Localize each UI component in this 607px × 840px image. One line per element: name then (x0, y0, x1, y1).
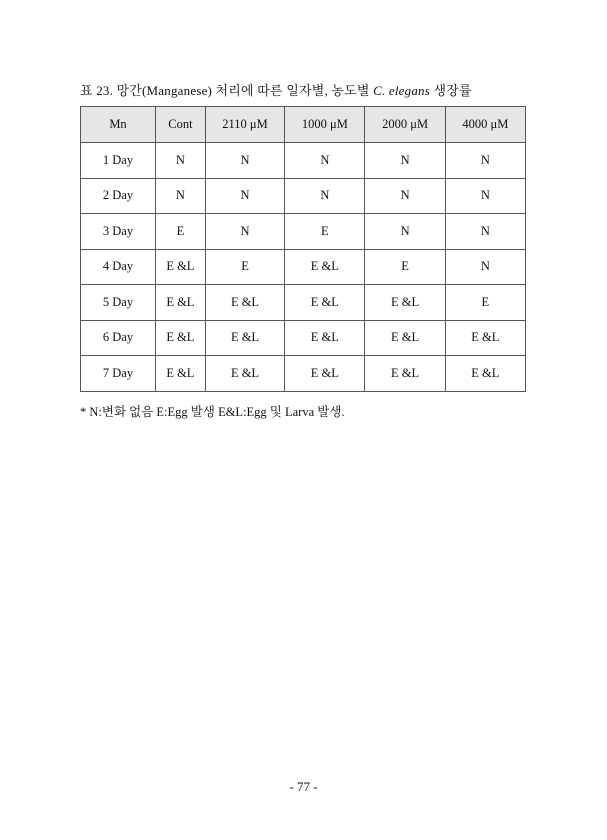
table-cell: E &L (156, 320, 206, 356)
table-cell: E (445, 285, 525, 321)
table-caption (80, 80, 472, 99)
growth-table (80, 106, 526, 392)
table-row (81, 249, 526, 285)
table-row (81, 178, 526, 214)
row-label-cell: 2 Day (81, 178, 156, 214)
table-cell: N (205, 178, 284, 214)
table-cell: E &L (205, 320, 284, 356)
header-cell: 2000 μM (365, 107, 445, 143)
table-cell: E &L (365, 356, 445, 392)
table-cell: E &L (365, 320, 445, 356)
table-cell: E &L (205, 356, 284, 392)
table-cell: E (205, 249, 284, 285)
table-row (81, 143, 526, 179)
table-cell: E &L (365, 285, 445, 321)
table-row (81, 356, 526, 392)
table-cell: N (445, 143, 525, 179)
table-cell: E &L (156, 285, 206, 321)
table-footnote: * N:변화 없음 E:Egg 발생 E&L:Egg 및 Larva 발생. (80, 405, 345, 419)
header-cell: 2110 μM (205, 107, 284, 143)
table-cell: N (205, 214, 284, 250)
row-label-cell: 7 Day (81, 356, 156, 392)
table-cell: E (365, 249, 445, 285)
row-label-cell: 5 Day (81, 285, 156, 321)
table-cell: N (445, 178, 525, 214)
table-cell: E &L (445, 320, 525, 356)
table-cell: E &L (205, 285, 284, 321)
table-cell: N (205, 143, 284, 179)
header-cell: Cont (156, 107, 206, 143)
table-cell: N (365, 214, 445, 250)
row-label-cell: 4 Day (81, 249, 156, 285)
table-cell: E &L (285, 249, 365, 285)
caption-prefix: 표 23. 망간(Manganese) 처리에 따른 일자별, 농도별 (80, 83, 374, 98)
caption-species: C. elegans (373, 83, 431, 98)
caption-suffix: 생장률 (430, 83, 472, 98)
table-cell: E (156, 214, 206, 250)
table-cell: E &L (285, 356, 365, 392)
table-cell: N (156, 143, 206, 179)
table-cell: N (445, 214, 525, 250)
table-cell: E &L (285, 320, 365, 356)
table-cell: E (285, 214, 365, 250)
header-cell: 4000 μM (445, 107, 525, 143)
row-label-cell: 1 Day (81, 143, 156, 179)
header-cell: 1000 μM (285, 107, 365, 143)
table-cell: E &L (285, 285, 365, 321)
table-cell: N (445, 249, 525, 285)
table-cell: E &L (156, 249, 206, 285)
table-cell: N (156, 178, 206, 214)
header-cell: Mn (81, 107, 156, 143)
table-cell: E &L (156, 356, 206, 392)
table-cell: N (365, 178, 445, 214)
table-header-row (81, 107, 526, 143)
row-label-cell: 6 Day (81, 320, 156, 356)
page-number: - 77 - (289, 779, 318, 794)
table-row (81, 285, 526, 321)
table-cell: N (285, 178, 365, 214)
table-row (81, 214, 526, 250)
table-cell: N (285, 143, 365, 179)
table-row (81, 320, 526, 356)
table-cell: E &L (445, 356, 525, 392)
table-cell: N (365, 143, 445, 179)
row-label-cell: 3 Day (81, 214, 156, 250)
